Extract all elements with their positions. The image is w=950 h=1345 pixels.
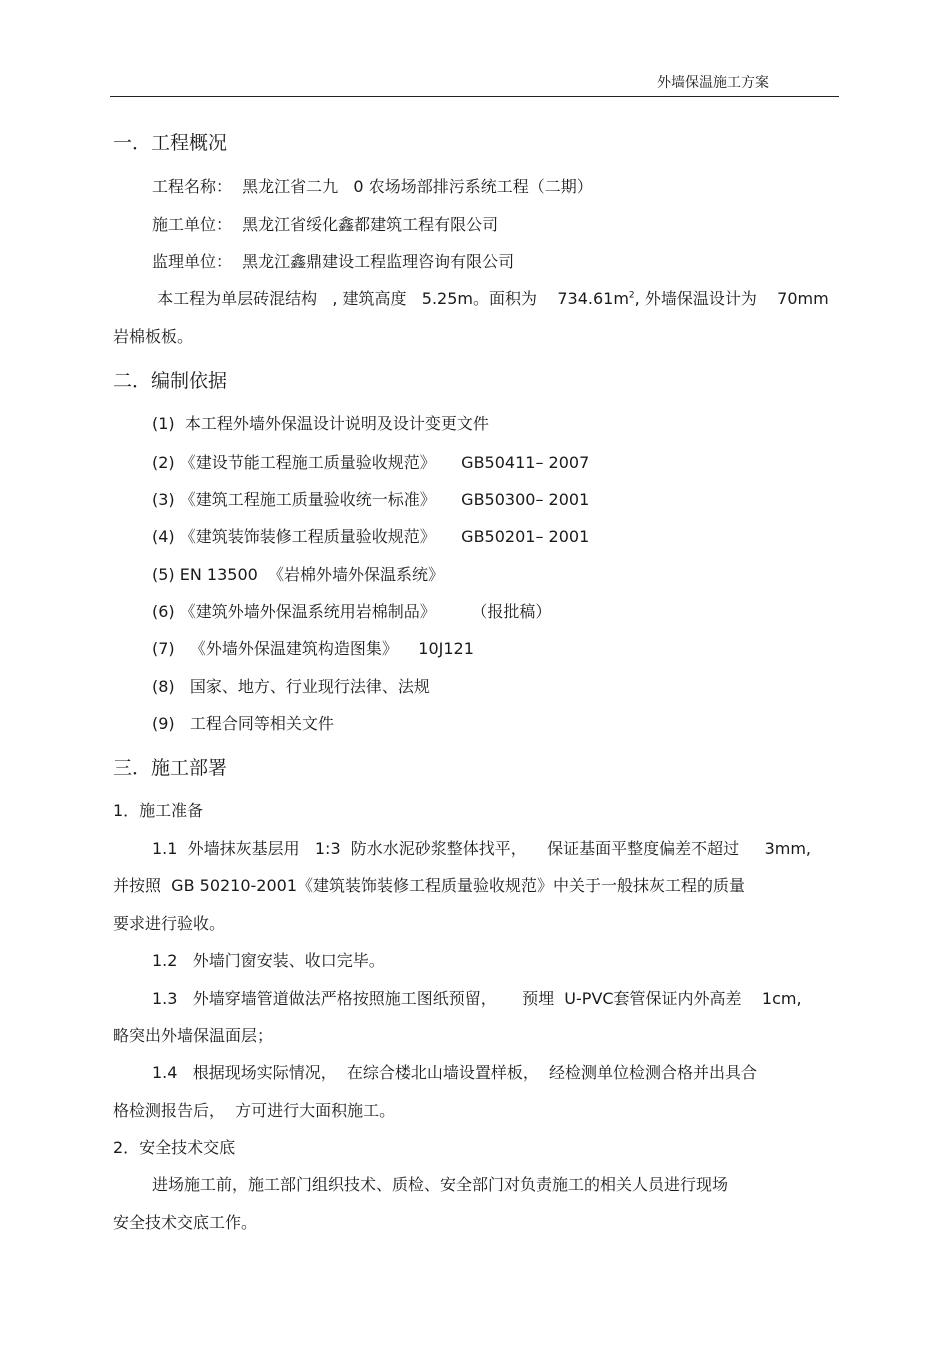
- construction-unit-line: 施工单位： 黑龙江省绥化鑫都建筑工程有限公司: [152, 215, 499, 234]
- section-heading-deployment: 三．施工部署: [113, 757, 228, 779]
- prep-1-4-line1: 1.4 根据现场实际情况， 在综合楼北山墙设置样板， 经检测单位检测合格并出具合: [152, 1063, 758, 1082]
- subheading-preparation: 1．施工准备: [113, 801, 204, 820]
- area-superscript: 2: [628, 290, 635, 301]
- prep-1-1-line2: 并按照 GB 50210-2001《建筑装饰装修工程质量验收规范》中关于一般抹灰工程的质量: [113, 876, 746, 895]
- basis-item: (9) 工程合同等相关文件: [152, 714, 334, 733]
- overview-text-b: , 外墙保温设计为 70mm: [634, 289, 829, 308]
- basis-item: (3) 《建筑工程施工质量验收统一标准》 GB50300– 2001: [152, 490, 590, 509]
- section-heading-overview: 一．工程概况: [113, 132, 228, 154]
- safety-line2: 安全技术交底工作。: [113, 1213, 258, 1232]
- prep-1-1-line1: 1.1 外墙抹灰基层用 1:3 防水水泥砂浆整体找平， 保证基面平整度偏差不超过 3mm,: [152, 839, 812, 858]
- section-heading-basis: 二．编制依据: [113, 370, 228, 392]
- basis-item: (2) 《建设节能工程施工质量验收规范》 GB50411– 2007: [152, 453, 590, 472]
- prep-1-4-line2: 格检测报告后， 方可进行大面积施工。: [113, 1101, 396, 1120]
- prep-1-1-line3: 要求进行验收。: [113, 914, 226, 933]
- basis-item: (1) 本工程外墙外保温设计说明及设计变更文件: [152, 414, 489, 433]
- overview-paragraph-line1: [152, 286, 829, 309]
- basis-item: (8) 国家、地方、行业现行法律、法规: [152, 677, 430, 696]
- basis-item: (7) 《外墙外保温建筑构造图集》 10J121: [152, 639, 474, 658]
- basis-item: (5) EN 13500 《岩棉外墙外保温系统》: [152, 565, 444, 584]
- header-title: 外墙保温施工方案: [657, 75, 769, 91]
- prep-1-3-line1: 1.3 外墙穿墙管道做法严格按照施工图纸预留， 预埋 U-PVC套管保证内外高差 1cm,: [152, 989, 802, 1008]
- project-name-line: 工程名称： 黑龙江省二九 0 农场场部排污系统工程（二期）: [152, 177, 593, 196]
- basis-item: (4) 《建筑装饰装修工程质量验收规范》 GB50201– 2001: [152, 527, 590, 546]
- basis-item: (6) 《建筑外墙外保温系统用岩棉制品》 （报批稿）: [152, 602, 552, 621]
- supervision-unit-line: 监理单位： 黑龙江鑫鼎建设工程监理咨询有限公司: [152, 252, 515, 271]
- subheading-safety: 2．安全技术交底: [113, 1138, 236, 1157]
- overview-text-a: 本工程为单层砖混结构 , 建筑高度 5.25m。面积为 734.61m: [152, 289, 629, 308]
- page-header: [110, 68, 839, 97]
- safety-line1: 进场施工前，施工部门组织技术、质检、安全部门对负责施工的相关人员进行现场: [152, 1175, 729, 1194]
- overview-paragraph-line2: 岩棉板板。: [113, 327, 194, 346]
- prep-1-3-line2: 略突出外墙保温面层；: [113, 1026, 274, 1045]
- prep-1-2: 1.2 外墙门窗安装、收口完毕。: [152, 951, 385, 970]
